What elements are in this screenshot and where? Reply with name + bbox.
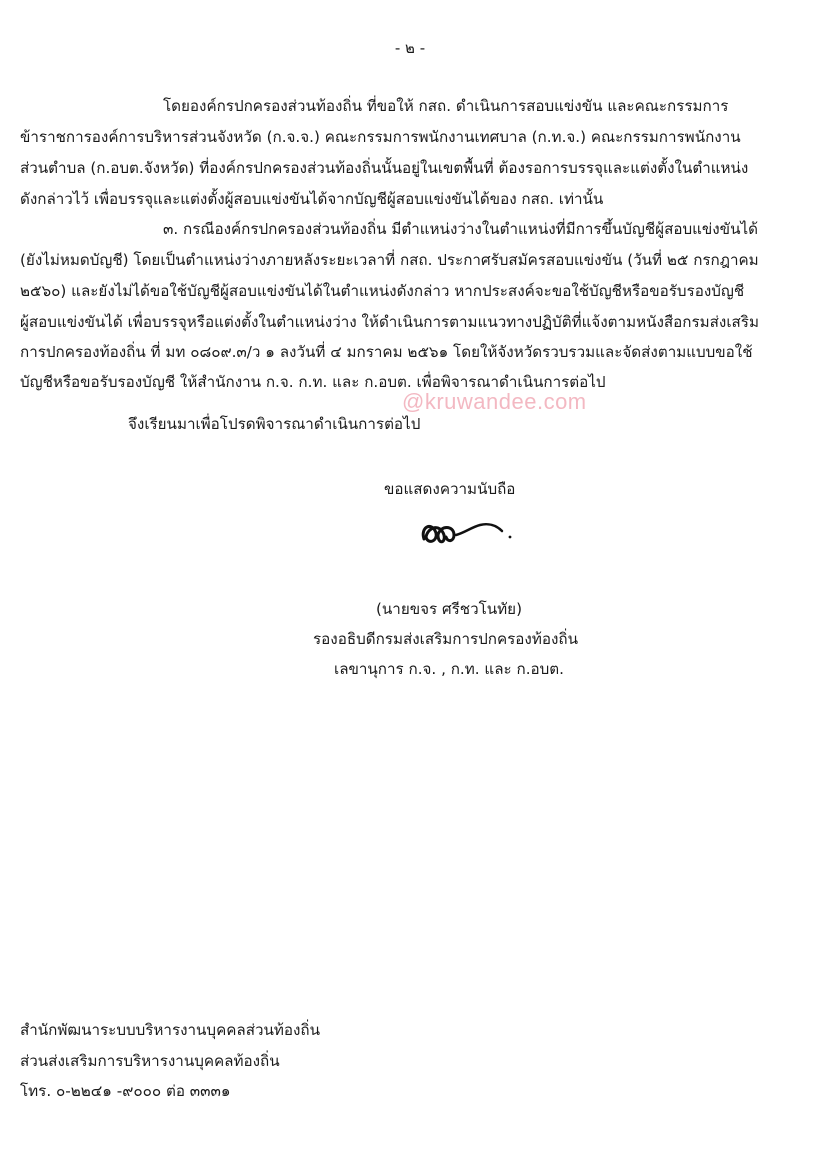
para2-line3: ๒๕๖๐) และยังไม่ได้ขอใช้บัญชีผู้สอบแข่งขันได้ในตำแหน่งดังกล่าว หากประสงค์จะขอใช้บัญชีหรือขอรับรองบัญชี (20, 282, 745, 300)
signatory-secretary-title: เลขานุการ ก.จ. , ก.ท. และ ก.อบต. (334, 660, 564, 678)
signatory-name: (นายขจร ศรีชวโนทัย) (376, 600, 523, 618)
para2-line6: บัญชีหรือขอรับรองบัญชี ให้สำนักงาน ก.จ. ก.ท. และ ก.อบต. เพื่อพิจารณาดำเนินการต่อไป (20, 373, 606, 391)
para1-line3: ส่วนตำบล (ก.อบต.จังหวัด) ที่องค์กรปกครองส่วนท้องถิ่นนั้นอยู่ในเขตพื้นที่ ต้องรอการบรรจุและแต่งตั้งในตำแหน่ง (20, 159, 749, 177)
watermark-text: @kruwandee.com (402, 389, 587, 414)
page-number: - ๒ - (394, 39, 426, 57)
closing-salutation: ขอแสดงความนับถือ (384, 480, 516, 498)
signatory-title: รองอธิบดีกรมส่งเสริมการปกครองท้องถิ่น (313, 630, 578, 648)
para2-line5: การปกครองท้องถิ่น ที่ มท ๐๘๐๙.๓/ว ๑ ลงวันที่ ๔ มกราคม ๒๕๖๑ โดยให้จังหวัดรวบรวมและจัดส่งตามแบบขอใช้ (20, 343, 753, 361)
signature-image (418, 513, 518, 557)
para1-line2: ข้าราชการองค์การบริหารส่วนจังหวัด (ก.จ.จ.) คณะกรรมการพนักงานเทศบาล (ก.ท.จ.) คณะกรรมการพนักงาน (20, 128, 741, 146)
footer-phone: โทร. ๐-๒๒๔๑ -๙๐๐๐ ต่อ ๓๓๓๑ (20, 1082, 231, 1100)
footer-division: ส่วนส่งเสริมการบริหารงานบุคคลท้องถิ่น (20, 1052, 280, 1070)
para1-line4: ดังกล่าวไว้ เพื่อบรรจุและแต่งตั้งผู้สอบแข่งขันได้จากบัญชีผู้สอบแข่งขันได้ของ กสถ. เท่านั้น (20, 190, 604, 208)
footer-office: สำนักพัฒนาระบบบริหารงานบุคคลส่วนท้องถิ่น (20, 1021, 321, 1039)
para2-line4: ผู้สอบแข่งขันได้ เพื่อบรรจุหรือแต่งตั้งในตำแหน่งว่าง ให้ดำเนินการตามแนวทางปฏิบัติที่แจ้งตามหนังสือกรมส่งเสริม (20, 313, 759, 331)
para1-line1: โดยองค์กรปกครองส่วนท้องถิ่น ที่ขอให้ กสถ. ดำเนินการสอบแข่งขัน และคณะกรรมการ (163, 97, 729, 115)
para2-line2: (ยังไม่หมดบัญชี) โดยเป็นตำแหน่งว่างภายหลังระยะเวลาที่ กสถ. ประกาศรับสมัครสอบแข่งขัน (วันที่ ๒๕ กรกฎาคม (20, 251, 759, 269)
para3-line: จึงเรียนมาเพื่อโปรดพิจารณาดำเนินการต่อไป (128, 415, 421, 433)
para2-line1: ๓. กรณีองค์กรปกครองส่วนท้องถิ่น มีตำแหน่งว่างในตำแหน่งที่มีการขึ้นบัญชีผู้สอบแข่งขันได้ (163, 220, 758, 238)
